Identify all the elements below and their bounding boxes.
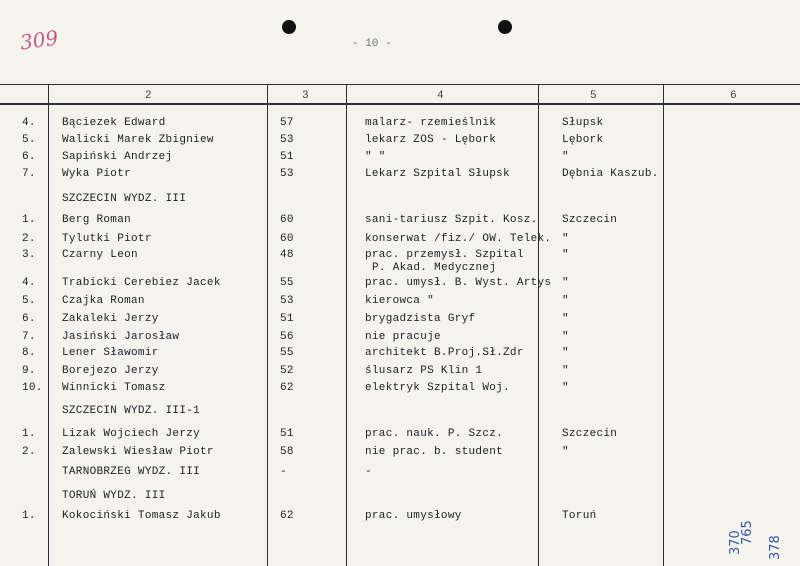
header-bottom-rule: [0, 103, 800, 105]
row-number: 8.: [22, 347, 36, 359]
occupation: -: [365, 466, 372, 478]
person-name: Tylutki Piotr: [62, 233, 152, 245]
age: -: [280, 466, 287, 478]
age: 51: [280, 313, 294, 325]
row-number: 3.: [22, 249, 36, 261]
row-number: 6.: [22, 313, 36, 325]
place: ": [562, 365, 569, 377]
age: 48: [280, 249, 294, 261]
row-number: 10.: [22, 382, 43, 394]
occupation: prac. nauk. P. Szcz.: [365, 428, 504, 440]
row-number: 6.: [22, 151, 36, 163]
column-header-2: 2: [145, 90, 152, 102]
row-number: 1.: [22, 214, 36, 226]
column-header-3: 3: [302, 90, 309, 102]
occupation: sani-tariusz Szpit. Kosz.: [365, 214, 538, 226]
place: ": [562, 313, 569, 325]
person-name: Kokociński Tomasz Jakub: [62, 510, 221, 522]
column-divider-3: [346, 84, 347, 566]
person-name: Lizak Wojciech Jerzy: [62, 428, 201, 440]
person-name: Berg Roman: [62, 214, 132, 226]
age: 53: [280, 134, 294, 146]
occupation: kierowca ": [365, 295, 435, 307]
row-number: 9.: [22, 365, 36, 377]
row-number: 5.: [22, 134, 36, 146]
person-name: Jasiński Jarosław: [62, 331, 180, 343]
person-name: Borejezo Jerzy: [62, 365, 159, 377]
archive-number-3: 370: [728, 530, 743, 555]
row-number: 5.: [22, 295, 36, 307]
row-number: 1.: [22, 510, 36, 522]
occupation: malarz- rzemieślnik: [365, 117, 497, 129]
age: 57: [280, 117, 294, 129]
age: 60: [280, 233, 294, 245]
person-name: TARNOBRZEG WYDZ. III: [62, 466, 201, 478]
occupation: Lekarz Szpital Słupsk: [365, 168, 510, 180]
person-name: Bąciezek Edward: [62, 117, 166, 129]
person-name: Zalewski Wiesław Piotr: [62, 446, 214, 458]
archive-number-1: 378: [768, 535, 783, 560]
person-name: Zakaleki Jerzy: [62, 313, 159, 325]
person-name: Trabicki Cerebiez Jacek: [62, 277, 221, 289]
place: ": [562, 249, 569, 261]
person-name: Czajka Roman: [62, 295, 145, 307]
age: 60: [280, 214, 294, 226]
row-number: 7.: [22, 168, 36, 180]
age: 51: [280, 428, 294, 440]
occupation-continued: P. Akad. Medycznej: [372, 262, 497, 274]
person-name: Lener Sławomir: [62, 347, 159, 359]
person-name: Walicki Marek Zbigniew: [62, 134, 214, 146]
column-header-4: 4: [437, 90, 444, 102]
person-name: Wyka Piotr: [62, 168, 132, 180]
occupation: brygadzista Gryf: [365, 313, 476, 325]
place: ": [562, 277, 569, 289]
place: ": [562, 233, 569, 245]
place: Toruń: [562, 510, 597, 522]
column-header-5: 5: [590, 90, 597, 102]
age: 52: [280, 365, 294, 377]
place: Szczecin: [562, 214, 618, 226]
occupation: nie prac. b. student: [365, 446, 504, 458]
row-number: 4.: [22, 117, 36, 129]
place: Szczecin: [562, 428, 618, 440]
occupation: konserwat /fiz./ OW. Telek.: [365, 233, 552, 245]
person-name: Winnicki Tomasz: [62, 382, 166, 394]
person-name: Czarny Leon: [62, 249, 138, 261]
person-name: SZCZECIN WYDZ. III-1: [62, 405, 201, 417]
place: ": [562, 331, 569, 343]
header-top-rule: [0, 84, 800, 85]
age: 58: [280, 446, 294, 458]
age: 53: [280, 168, 294, 180]
age: 55: [280, 347, 294, 359]
place: ": [562, 446, 569, 458]
column-divider-5: [663, 84, 664, 566]
occupation: lekarz ZOS - Lębork: [365, 134, 497, 146]
person-name: Sapiński Andrzej: [62, 151, 173, 163]
row-number: 7.: [22, 331, 36, 343]
occupation: prac. umysłowy: [365, 510, 462, 522]
punch-hole-left: [282, 20, 296, 34]
punch-hole-right: [498, 20, 512, 34]
place: ": [562, 151, 569, 163]
occupation: " ": [365, 151, 386, 163]
age: 62: [280, 382, 294, 394]
age: 56: [280, 331, 294, 343]
age: 62: [280, 510, 294, 522]
occupation: elektryk Szpital Woj.: [365, 382, 510, 394]
page-marks: - 10 -: [352, 38, 392, 50]
occupation: prac. przemysł. Szpital: [365, 249, 524, 261]
occupation: prac. umysł. B. Wyst. Artys: [365, 277, 552, 289]
handwritten-page-number: 309: [18, 25, 60, 55]
row-number: 2.: [22, 233, 36, 245]
row-number: 4.: [22, 277, 36, 289]
column-divider-4: [538, 84, 539, 566]
row-number: 1.: [22, 428, 36, 440]
person-name: SZCZECIN WYDZ. III: [62, 193, 187, 205]
place: Lębork: [562, 134, 604, 146]
occupation: architekt B.Proj.Sł.Zdr: [365, 347, 524, 359]
place: Dębnia Kaszub.: [562, 168, 659, 180]
place: ": [562, 295, 569, 307]
occupation: ślusarz PS Klin 1: [365, 365, 483, 377]
place: Słupsk: [562, 117, 604, 129]
row-number: 2.: [22, 446, 36, 458]
archive-number-2: 765: [740, 520, 755, 545]
place: ": [562, 382, 569, 394]
age: 55: [280, 277, 294, 289]
place: ": [562, 347, 569, 359]
column-header-6: 6: [730, 90, 737, 102]
column-divider-2: [267, 84, 268, 566]
age: 53: [280, 295, 294, 307]
person-name: TORUŃ WYDZ. III: [62, 490, 166, 502]
occupation: nie pracuje: [365, 331, 441, 343]
column-divider-1: [48, 84, 49, 566]
age: 51: [280, 151, 294, 163]
